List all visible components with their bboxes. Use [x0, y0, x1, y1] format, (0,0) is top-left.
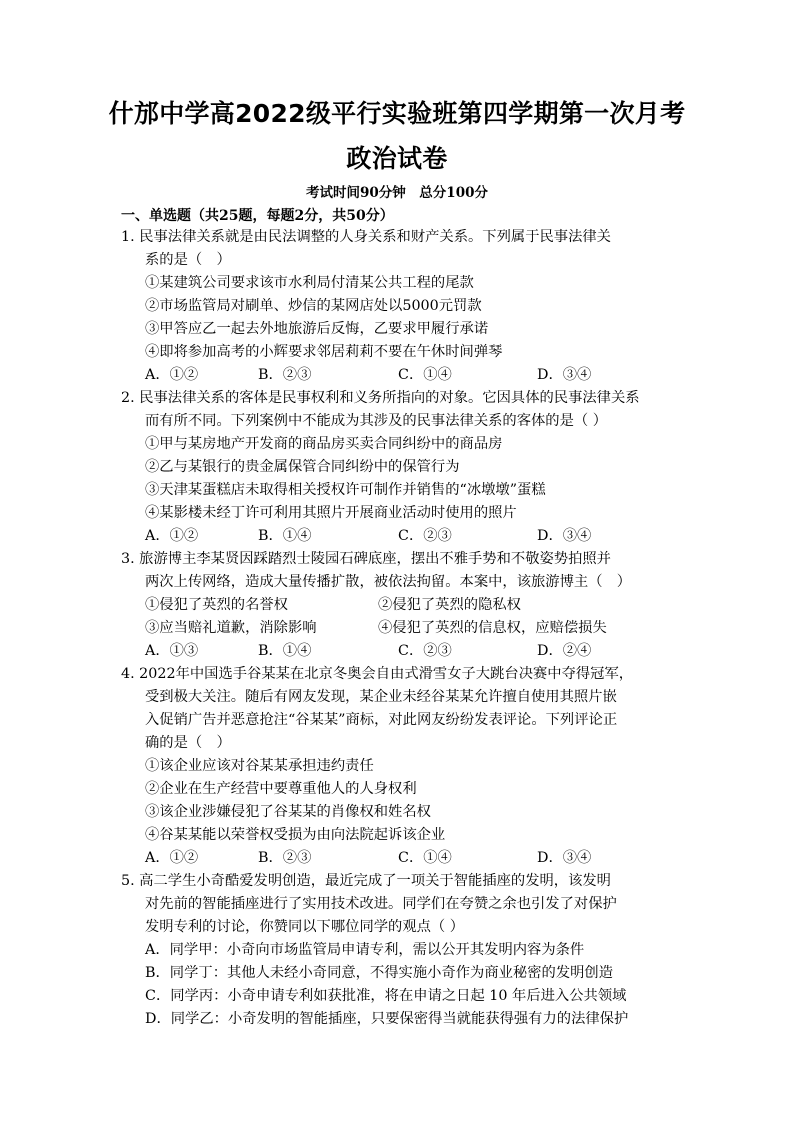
question-3-item: ③应当赔礼道歉，消除影响	[145, 620, 317, 636]
question-2-choice[interactable]: C．②③	[398, 528, 452, 544]
question-3-stem: 两次上传网络，造成大量传播扩散，被依法拘留。本案中，该旅游博主（ ）	[145, 574, 632, 590]
question-5-choice[interactable]: C．同学丙：小奇申请专利如获批准，将在申请之日起 10 年后进入公共领域	[145, 988, 627, 1004]
question-1-item: ①某建筑公司要求该市水利局付清某公共工程的尾款	[145, 275, 474, 291]
section-title: 一、单选题（共25题，每题2分，共50分）	[121, 208, 394, 224]
question-4-stem: 4. 2022年中国选手谷某某在北京冬奥会自由式滑雪女子大跳台决赛中夺得冠军，	[121, 666, 634, 682]
question-2-stem: 而有所不同。下列案例中不能成为其涉及的民事法律关系的客体的是（ ）	[145, 413, 608, 429]
question-5-stem: 5. 高二学生小奇酷爱发明创造，最近完成了一项关于智能插座的发明，该发明	[121, 873, 611, 889]
question-4-stem: 受到极大关注。随后有网友发现，某企业未经谷某某允许擅自使用其照片嵌	[145, 689, 617, 705]
exam-meta: 考试时间90分钟 总分100分	[306, 185, 488, 201]
question-4-choice[interactable]: B．②③	[258, 850, 312, 866]
question-2-item: ④某影楼未经丁许可利用其照片开展商业活动时使用的照片	[145, 505, 517, 521]
question-5-choice[interactable]: D．同学乙：小奇发明的智能插座，只要保密得当就能获得强有力的法律保护	[145, 1011, 629, 1027]
question-2-choice[interactable]: A．①②	[145, 528, 199, 544]
question-3-item: ②侵犯了英烈的隐私权	[378, 597, 521, 613]
question-3-choice[interactable]: A．①③	[145, 643, 199, 659]
question-2-stem: 2. 民事法律关系的客体是民事权利和义务所指向的对象。它因具体的民事法律关系	[121, 390, 640, 406]
question-3-item: ④侵犯了英烈的信息权，应赔偿损失	[378, 620, 607, 636]
question-1-item: ④即将参加高考的小辉要求邻居莉莉不要在午休时间弹琴	[145, 344, 503, 360]
question-5-stem: 发明专利的讨论，你赞同以下哪位同学的观点（ ）	[145, 919, 465, 935]
question-1-stem: 1. 民事法律关系就是由民法调整的人身关系和财产关系。下列属于民事法律关	[121, 229, 611, 245]
question-3-choice[interactable]: C．②③	[398, 643, 452, 659]
question-2-choice[interactable]: D．③④	[537, 528, 592, 544]
question-2-item: ①甲与某房地产开发商的商品房买卖合同纠纷中的商品房	[145, 436, 503, 452]
question-4-choice[interactable]: D．③④	[537, 850, 592, 866]
question-1-item: ②市场监管局对刷单、炒信的某网店处以5000元罚款	[145, 298, 482, 314]
question-4-item: ①该企业应该对谷某某承担违约责任	[145, 758, 374, 774]
question-4-item: ③该企业涉嫌侵犯了谷某某的肖像权和姓名权	[145, 804, 431, 820]
question-5-stem: 对先前的智能插座进行了实用技术改进。同学们在夸赞之余也引发了对保护	[145, 896, 617, 912]
question-4-stem: 入促销广告并恶意抢注“谷某某”商标，对此网友纷纷发表评论。下列评论正	[145, 712, 618, 728]
question-1-choice[interactable]: A．①②	[145, 367, 199, 383]
question-1-item: ③甲答应乙一起去外地旅游后反悔，乙要求甲履行承诺	[145, 321, 489, 337]
question-2-item: ③天津某蛋糕店未取得相关授权许可制作并销售的“冰墩墩”蛋糕	[145, 482, 546, 498]
question-5-choice[interactable]: B．同学丁：其他人未经小奇同意，不得实施小奇作为商业秘密的发明创造	[145, 965, 614, 981]
exam-subject-title: 政治试卷	[346, 144, 448, 173]
question-1-choice[interactable]: C．①④	[398, 367, 452, 383]
question-1-choice[interactable]: B．②③	[258, 367, 312, 383]
question-4-choice[interactable]: A．①②	[145, 850, 199, 866]
question-1-stem: 系的是（ ）	[145, 252, 231, 268]
question-4-stem: 确的是（ ）	[145, 735, 231, 751]
question-3-item: ①侵犯了英烈的名誉权	[145, 597, 288, 613]
question-1-choice[interactable]: D．③④	[537, 367, 592, 383]
question-4-item: ②企业在生产经营中要尊重他人的人身权利	[145, 781, 417, 797]
exam-title: 什邡中学高2022级平行实验班第四学期第一次月考	[108, 99, 686, 128]
question-4-choice[interactable]: C．①④	[398, 850, 452, 866]
question-2-item: ②乙与某银行的贵金属保管合同纠纷中的保管行为	[145, 459, 460, 475]
question-2-choice[interactable]: B．①④	[258, 528, 312, 544]
question-3-stem: 3. 旅游博主李某贤因踩踏烈士陵园石碑底座，摆出不雅手势和不敬姿势拍照并	[121, 551, 611, 567]
question-3-choice[interactable]: B．①④	[258, 643, 312, 659]
question-4-item: ④谷某某能以荣誉权受损为由向法院起诉该企业	[145, 827, 446, 843]
question-3-choice[interactable]: D．②④	[537, 643, 592, 659]
question-5-choice[interactable]: A．同学甲：小奇向市场监管局申请专利，需以公开其发明内容为条件	[145, 942, 585, 958]
